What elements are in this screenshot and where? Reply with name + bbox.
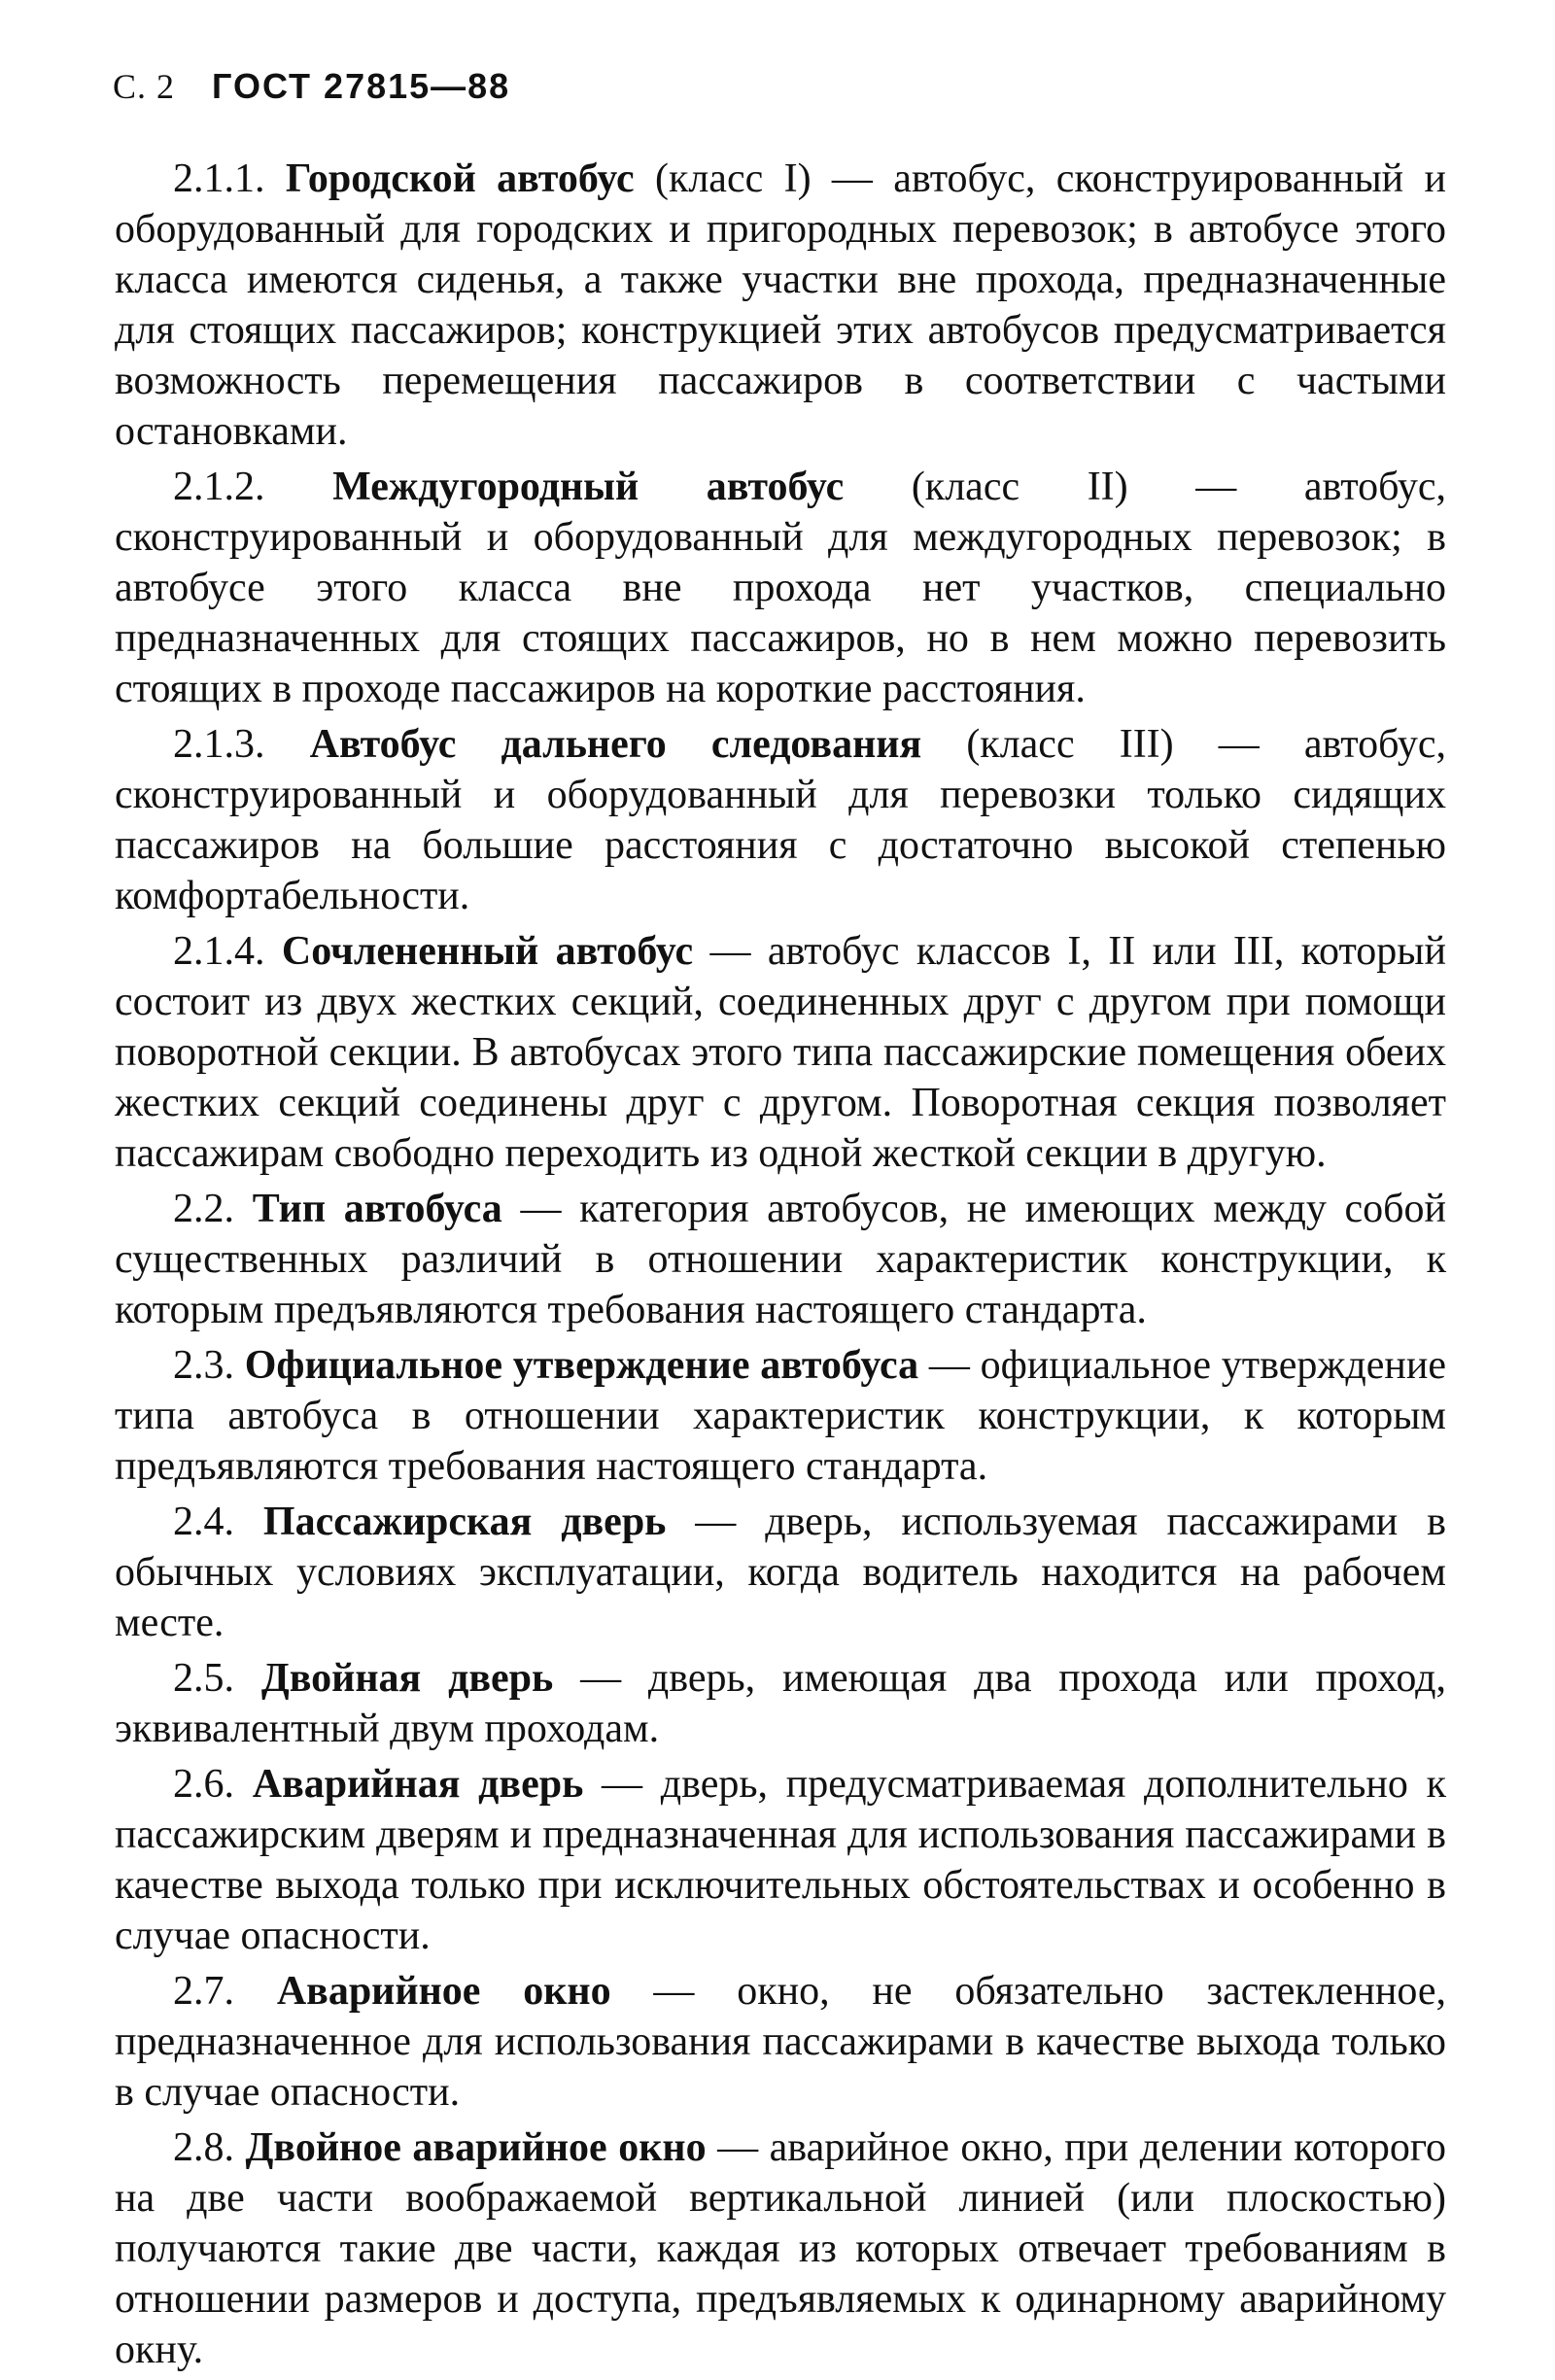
definition-paragraph [115,154,1446,457]
defined-term: Аварийная дверь [252,1762,584,1807]
definition-paragraph [115,1340,1446,1492]
definition-paragraph [115,1759,1446,1961]
page-number: С. 2 [113,67,176,106]
definition-paragraph [115,926,1446,1179]
defined-term: Пассажирская дверь [262,1500,667,1544]
definition-text: (класс I) — автобус, сконструированный и оборудованный для городских и пригородных перевозок; в автобусе этого класса имеются сиденья, а также участки вне прохода, предназначенные для стоящих пассажиров; конструкцией этих автобусов предусматривается возможность перемещения пассажиров в соответствии с частыми остановками. [115,156,1446,454]
definition-text: — дверь, имеющая два прохода или проход, эквивалентный двум проходам. [115,1656,1447,1751]
definition-paragraph [115,1184,1446,1335]
defined-term: Двойное аварийное окно [245,2125,707,2170]
definition-text: (класс II) — автобус, сконструированный и оборудованный для междугородных перевозок; в автобусе этого класса вне прохода нет участков, специально предназначенных для стоящих пассажиров, но в нем можно перевозить стоящих в проходе пассажиров на короткие расстояния. [115,465,1446,711]
definition-paragraph [115,719,1446,921]
clause-number: 2.1.3. [173,722,265,767]
definition-text: — автобус классов I, II или III, который состоит из двух жестких секций, соединенных друг с другом при помощи поворотной секции. В автобусах этого типа пассажирские помещения обеих жестких секций соединены друг с другом. Поворотная секция позволяет пассажирам свободно переходить из одной жесткой секции в другую. [115,929,1446,1176]
definition-paragraph [115,1653,1446,1754]
clause-number: 2.1.1. [173,156,265,201]
definition-text: — дверь, используемая пассажирами в обычных условиях эксплуатации, когда водитель находится на рабочем месте. [115,1500,1447,1645]
clause-number: 2.5. [173,1656,234,1701]
defined-term: Аварийное окно [276,1969,611,2014]
definition-text: (класс III) — автобус, сконструированный и оборудованный для перевозки только сидящих пассажиров на большие расстояния с достаточно высокой степенью комфортабельности. [115,722,1447,918]
definition-text: — официальное утверждение типа автобуса в отношении характеристик конструкции, к которым предъявляются требования настоящего стандарта. [115,1343,1446,1489]
defined-term: Двойная дверь [260,1656,554,1701]
clause-number: 2.2. [173,1187,234,1231]
definition-text: — окно, не обязательно застекленное, предназначенное для использования пассажирами в качестве выхода только в случае опасности. [115,1969,1446,2115]
definition-paragraph [115,462,1446,714]
defined-term: Тип автобуса [252,1187,502,1231]
page-header [113,66,510,107]
defined-term: Официальное утверждение автобуса [244,1343,919,1388]
standard-designation: ГОСТ 27815—88 [212,66,511,106]
defined-term: Междугородный автобус [332,465,845,509]
definition-text: — аварийное окно, при делении которого на две части воображаемой вертикальной линией (или плоскостью) получаются такие две части, каждая из которых отвечает требованиям в отношении размеров и доступа, предъявляемых к одинарному аварийному окну. [115,2125,1446,2372]
clause-number: 2.7. [173,1969,234,2014]
definition-text: — дверь, предусматриваемая дополнительно к пассажирским дверям и предназначенная для использования пассажирами в качестве выхода только при исключительных обстоятельствах и особенно в случае опасности. [115,1762,1446,1958]
defined-term: Городской автобус [285,156,635,201]
clause-number: 2.8. [173,2125,234,2170]
clause-number: 2.6. [173,1762,234,1807]
document-body [115,154,1446,2380]
definition-paragraph [115,2122,1446,2375]
defined-term: Сочлененный автобус [281,929,694,974]
clause-number: 2.1.4. [173,929,265,974]
definition-text: — категория автобусов, не имеющих между собой существенных различий в отношении характеристик конструкции, к которым предъявляются требования настоящего стандарта. [115,1187,1447,1332]
defined-term: Автобус дальнего следования [309,722,922,767]
clause-number: 2.4. [173,1500,234,1544]
clause-number: 2.1.2. [173,465,265,509]
definition-paragraph [115,1497,1446,1648]
clause-number: 2.3. [173,1343,234,1388]
definition-paragraph [115,1966,1446,2118]
